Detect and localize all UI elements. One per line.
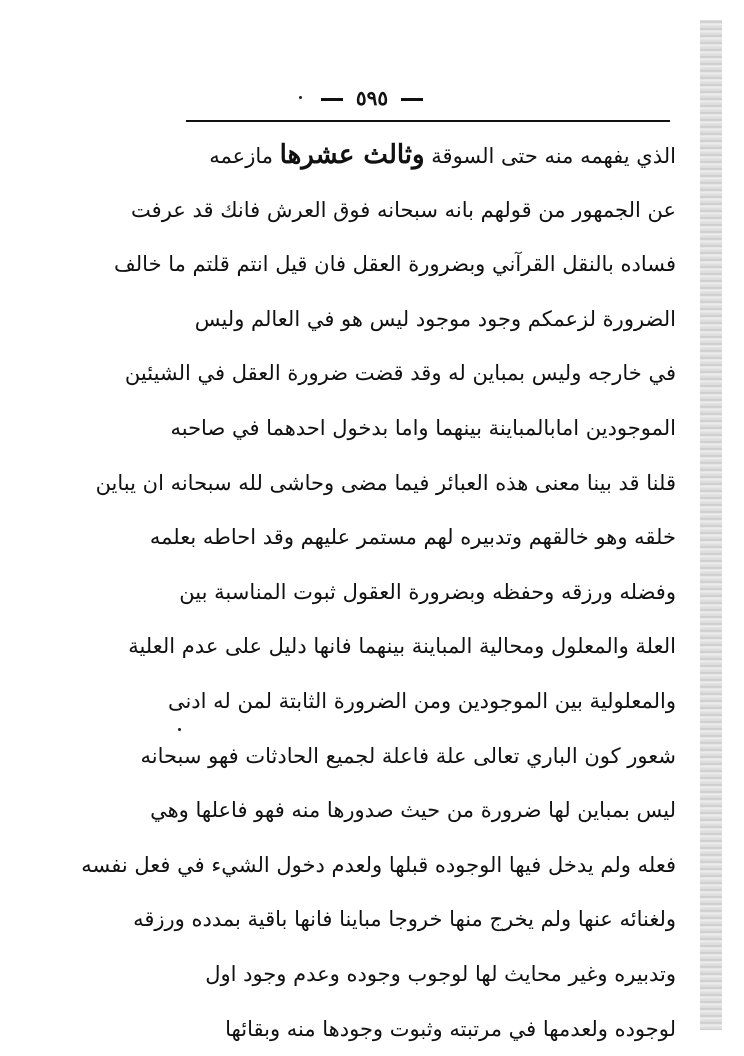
text-line-9: وفضله ورزقه وحفظه وبضرورة العقول ثبوت المناسبة بين: [176, 565, 676, 620]
text-line-15: ولغنائه عنها ولم يخرج منها خروجا مباينا فانها باقية بمدده ورزقه: [176, 892, 676, 947]
text-line-13: ليس بمباين لها ضرورة من حيث صدورها منه فهو فاعلها وهي: [176, 783, 676, 838]
text-line-17: لوجوده ولعدمها في مرتبته وثبوت وجودها منه وبقائها: [176, 1002, 676, 1056]
text-line-1: [176, 128, 676, 183]
scan-speck: [299, 96, 302, 99]
text-line-8: خلقه وهو خالقهم وتدبيره لهم مستمر عليهم وقد احاطه بعلمه: [176, 510, 676, 565]
text-line-16: وتدبيره وغير محايث لها لوجوب وجوده وعدم وجود اول: [176, 947, 676, 1002]
text-line-4: الضرورة لزعمكم وجود موجود ليس هو في العالم وليس: [176, 292, 676, 347]
binding-edge-shadow: [700, 20, 722, 1030]
text-line-3: فساده بالنقل القرآني وبضرورة العقل فان قيل انتم قلتم ما خالف: [176, 237, 676, 292]
page-number-dash-right: [401, 98, 423, 101]
line-1-emphasis: وثالث عشرها: [280, 140, 425, 170]
text-line-7: قلنا قد بينا معنى هذه العبائر فيما مضى وحاشى لله سبحانه ان يباين: [176, 456, 676, 511]
body-text: [176, 128, 676, 1056]
page-number-value: ٥٩٥: [356, 86, 388, 110]
text-line-14: فعله ولم يدخل فيها الوجوده قبلها ولعدم دخول الشيء في فعل نفسه: [176, 838, 676, 893]
page-number-dash-left: [321, 98, 343, 101]
text-line-10: العلة والمعلول ومحالية المباينة بينهما فانها دليل على عدم العلية: [176, 619, 676, 674]
scan-speck: [178, 728, 181, 731]
text-line-6: الموجودين امابالمباينة بينهما واما بدخول احدهما في صاحبه: [176, 401, 676, 456]
text-line-11: والمعلولية بين الموجودين ومن الضرورة الثابتة لمن له ادنى: [176, 674, 676, 729]
text-line-2: عن الجمهور من قولهم بانه سبحانه فوق العرش فانك قد عرفت: [176, 183, 676, 238]
text-line-5: في خارجه وليس بمباين له وقد قضت ضرورة العقل في الشيئين: [176, 346, 676, 401]
page-number: [0, 86, 744, 110]
header-rule: [186, 120, 670, 122]
text-line-12: شعور كون الباري تعالى علة فاعلة لجميع الحادثات فهو سبحانه: [176, 729, 676, 784]
line-1-after: مازعمه: [209, 144, 273, 168]
line-1-before: الذي يفهمه منه حتى السوقة: [431, 144, 676, 168]
